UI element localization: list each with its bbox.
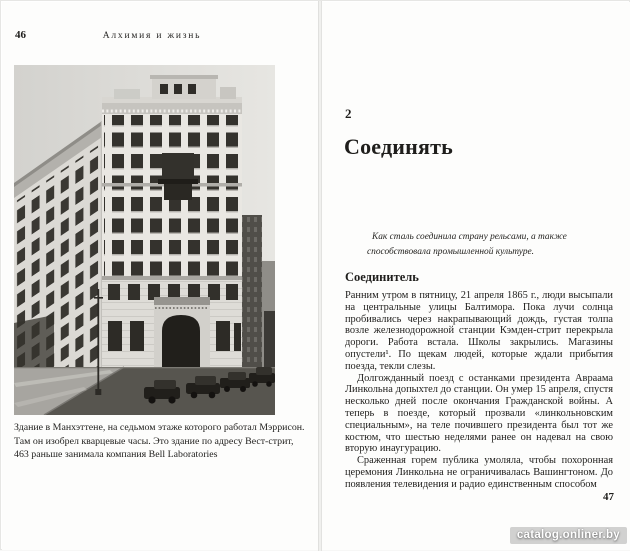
section-heading: Соединитель	[345, 270, 419, 284]
paragraph: Сраженная горем публика умоляла, чтобы похоронная церемония Линкольна не ограничивалась Вашингтоном. До появления телевидения и радио единственным способом	[345, 455, 613, 490]
paragraph: Ранним утром в пятницу, 21 апреля 1865 г., люди высыпали на центральные улицы Балтимора. Пока лучи солнца пробивались через накрапывающий дождь, густая толпа возле железнодорожной станции Кэмден-стрит перекрыла дороги. Работа встала. Школы закрылись. Магазины опустели¹. По щекам людей, которые ждали прибытия поезда, текли слезы.	[345, 290, 613, 372]
chapter-number: 2	[345, 106, 352, 121]
paragraph: Долгожданный поезд с останками президента Авраама Линкольна допыхтел до станции. Он умер 15 апреля, спустя несколько дней после окончания Гражданской войны. А теперь в поезде, который прозвали «линкольновским специальным», на теле почившего президента был тот же костюм, что шестью неделями ранее он надевал на свою вторую инаугурацию.	[345, 372, 613, 455]
watermark: catalog.onliner.by	[510, 527, 627, 544]
building-photo	[14, 65, 275, 415]
epigraph: Как сталь соединила страну рельсами, а также способствовала промышленной культуре.	[367, 232, 567, 257]
page-number-right: 47	[603, 491, 614, 503]
running-head: Алхимия и жизнь	[102, 31, 202, 41]
page-number-left: 46	[15, 29, 26, 41]
entrance-arch	[154, 297, 210, 367]
left-page	[2, 2, 319, 550]
right-page	[322, 2, 630, 550]
chapter-title: Соединять	[344, 134, 453, 159]
photo-caption: Здание в Манхэттене, на седьмом этаже которого работал Мэррисон. Там он изобрел кварцевые часы. Это здание по адресу Вест-стрит, 463 раньше занимала компания Bell Laboratories	[14, 422, 305, 460]
balcony-bay	[158, 153, 198, 200]
body-text	[345, 290, 613, 491]
